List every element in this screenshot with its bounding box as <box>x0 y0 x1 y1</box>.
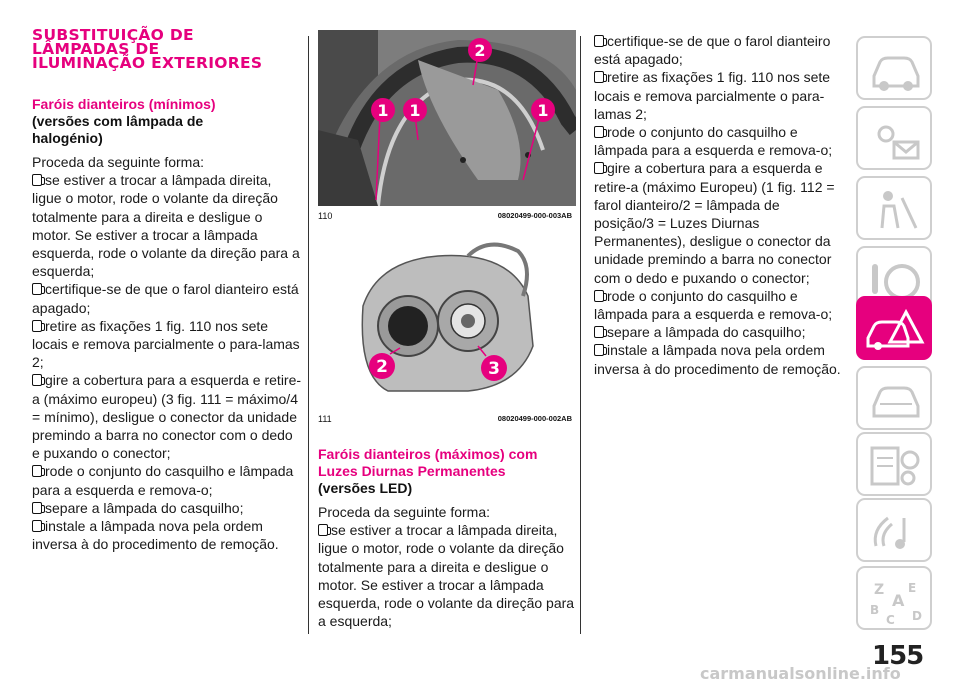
step-bullet-icon <box>32 374 42 386</box>
procedure-step <box>32 517 302 553</box>
chapter-tab[interactable] <box>856 432 932 496</box>
step-text: se estiver a trocar a lâmpada direita, ligue o motor, rode o volante da direção totalmente para a direita e desligue o motor. Se estiver a trocar a lâmpada esquerda, rode o volante da direção para a esquerda; <box>32 172 300 280</box>
procedure-step <box>594 32 842 68</box>
svg-text:1: 1 <box>377 101 389 120</box>
figure-111 <box>318 236 576 404</box>
chapter-tab[interactable] <box>856 566 932 630</box>
procedure-step <box>32 371 302 462</box>
step-text: instale a lâmpada nova pela ordem inversa à do procedimento de remoção. <box>32 518 279 553</box>
step-bullet-icon <box>594 344 604 356</box>
step-bullet-icon <box>594 35 604 47</box>
minimos-steps <box>32 171 302 553</box>
callout-1-middle <box>403 98 427 122</box>
specs-gears-icon <box>858 434 930 494</box>
svg-text:B: B <box>870 603 880 617</box>
procedure-step <box>594 341 842 377</box>
figure-number: 110 <box>318 211 333 221</box>
minimos-intro: Proceda da seguinte forma: <box>32 154 204 170</box>
section-title: SUBSTITUIÇÃO DE LÂMPADAS DE ILUMINAÇÃO EXTERIORES <box>32 26 263 72</box>
step-text: separe a lâmpada do casquilho; <box>607 324 806 341</box>
callout-1-left <box>371 98 395 122</box>
procedure-step <box>318 521 576 630</box>
svg-text:E: E <box>908 581 917 595</box>
step-text: rode o conjunto do casquilho e lâmpada para a esquerda e remova-o; <box>594 124 833 159</box>
step-bullet-icon <box>318 524 328 536</box>
page-number: 155 <box>872 641 924 671</box>
figure-110-caption <box>318 211 572 221</box>
step-bullet-icon <box>594 326 604 338</box>
step-bullet-icon <box>32 320 42 332</box>
svg-text:1: 1 <box>409 101 421 120</box>
figure-110 <box>318 30 576 206</box>
step-bullet-icon <box>594 162 604 174</box>
watermark: carmanualsonline.info <box>700 664 901 683</box>
step-bullet-icon <box>32 465 42 477</box>
figure-number: 111 <box>318 414 332 424</box>
svg-text:2: 2 <box>376 357 388 377</box>
maximos-intro: Proceda da seguinte forma: <box>318 504 490 520</box>
maximos-steps <box>318 521 576 630</box>
chapter-tab[interactable] <box>856 36 932 100</box>
warning-lights-icon <box>858 108 930 168</box>
procedure-step <box>594 68 842 123</box>
multimedia-icon <box>858 500 930 560</box>
step-bullet-icon <box>32 283 42 295</box>
step-text: certifique-se de que o farol dianteiro está apagado; <box>594 33 831 68</box>
step-text: rode o conjunto do casquilho e lâmpada para a esquerda e remova-o; <box>32 463 294 498</box>
svg-text:1: 1 <box>537 101 549 120</box>
step-text: separe a lâmpada do casquilho; <box>45 499 244 516</box>
procedure-step <box>32 499 302 517</box>
headlamp-illustration <box>318 236 576 404</box>
step-bullet-icon <box>594 71 604 83</box>
svg-text:C: C <box>886 613 895 627</box>
minimos-heading: Faróis dianteiros (mínimos) <box>32 96 216 112</box>
step-bullet-icon <box>594 290 604 302</box>
step-bullet-icon <box>594 126 604 138</box>
maximos-heading: Faróis dianteiros (máximos) com Luzes Diurnas Permanentes <box>318 446 538 479</box>
step-text: rode o conjunto do casquilho e lâmpada para a esquerda e remova-o; <box>594 287 833 323</box>
procedure-step <box>594 323 842 341</box>
step-text: retire as fixações 1 fig. 110 nos sete locais e remova parcialmente o para-lamas 2; <box>594 69 831 122</box>
figure-111-caption <box>318 414 572 424</box>
step-text: gire a cobertura para a esquerda e retire-a (máximo Europeu) (1 fig. 112 = farol dianteiro/2 = lâmpada de posição/3 = Luzes Diurnas Permanentes), desligue o conector da unidade premindo a barra no conector com o dedo e puxando o conector; <box>594 160 835 286</box>
procedure-step <box>594 159 842 286</box>
svg-text:Z: Z <box>874 582 885 598</box>
step-bullet-icon <box>32 520 42 532</box>
chapter-tab[interactable] <box>856 176 932 240</box>
procedure-step <box>32 317 302 372</box>
chapter-tab[interactable] <box>856 498 932 562</box>
seatbelt-airbag-icon <box>858 178 930 238</box>
procedure-step <box>32 171 302 280</box>
car-dashboard-icon <box>858 38 930 98</box>
step-bullet-icon <box>32 502 42 514</box>
step-text: retire as fixações 1 fig. 110 nos sete locais e remova parcialmente o para-lamas 2; <box>32 317 300 371</box>
callout-3 <box>481 355 507 381</box>
callout-2 <box>369 353 395 379</box>
step-bullet-icon <box>32 174 42 186</box>
procedure-step <box>594 123 842 159</box>
step-text: se estiver a trocar a lâmpada direita, ligue o motor, rode o volante da direção totalmente para a direita e desligue o motor. Se estiver a trocar a lâmpada esquerda, rode o volante da direção para a esquerda; <box>318 522 575 630</box>
minimos-subheading: (versões com lâmpada de halogénio) <box>32 113 204 146</box>
column-divider <box>308 36 309 634</box>
car-service-icon <box>858 368 930 428</box>
procedure-step <box>32 280 302 316</box>
svg-text:3: 3 <box>488 359 500 379</box>
step-text: certifique-se de que o farol dianteiro está apagado; <box>32 281 299 316</box>
figure-code: 08020499-000-002AB <box>497 414 572 423</box>
svg-text:D: D <box>912 609 922 623</box>
callout-2 <box>468 38 492 62</box>
chapter-tab[interactable] <box>856 106 932 170</box>
svg-text:2: 2 <box>474 41 486 60</box>
column-divider <box>580 36 581 634</box>
maximos-subheading: (versões LED) <box>318 480 413 496</box>
maximos-steps-continued <box>594 32 842 378</box>
step-text: instale a lâmpada nova pela ordem inversa à do procedimento de remoção. <box>594 342 841 377</box>
figure-code: 08020499-000-003AB <box>497 211 572 220</box>
step-text: gire a cobertura para a esquerda e retire-a (máximo europeu) (3 fig. 111 = máximo/4 = mínimo), desligue o conector da unidade premindo a barra no conector com o dedo e puxando o conector; <box>32 372 302 462</box>
procedure-step <box>32 462 302 498</box>
emergency-car-icon <box>858 298 930 358</box>
index-letters-icon <box>858 568 930 628</box>
svg-text:A: A <box>892 591 905 610</box>
fender-illustration <box>318 30 576 206</box>
chapter-tab[interactable] <box>856 366 932 430</box>
callout-1-right <box>531 98 555 122</box>
chapter-tab[interactable] <box>856 296 932 360</box>
procedure-step <box>594 287 842 323</box>
